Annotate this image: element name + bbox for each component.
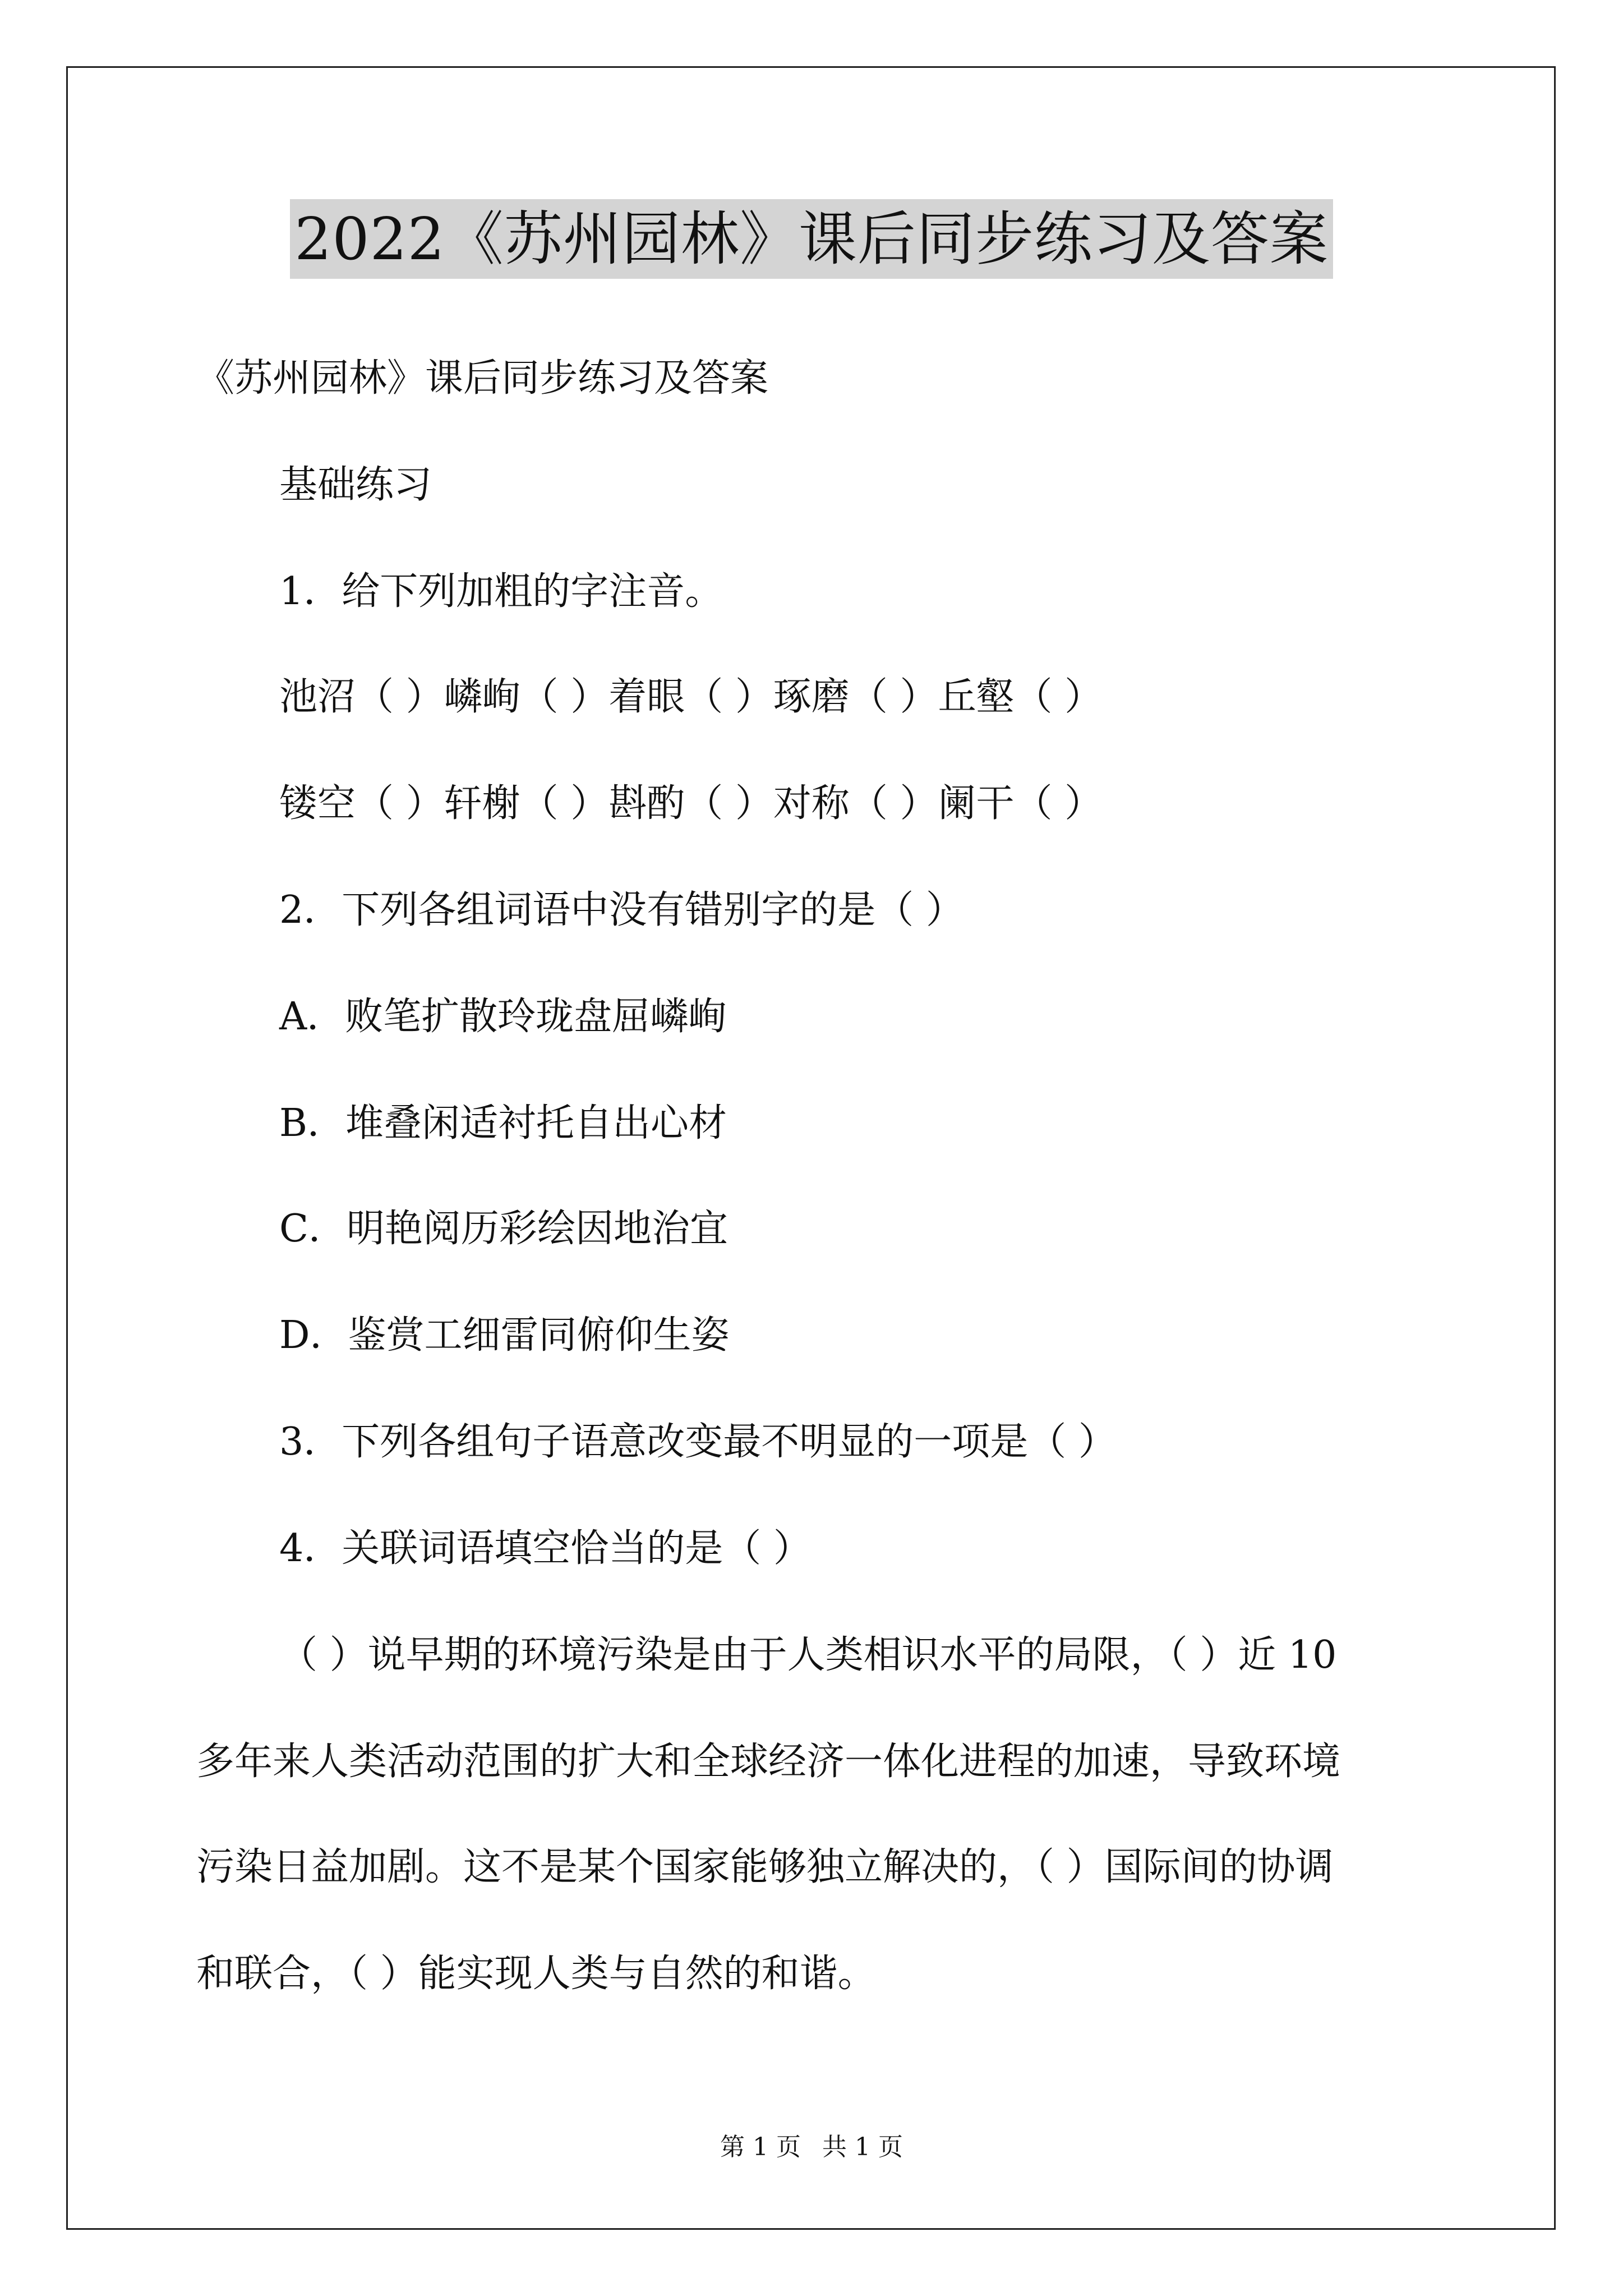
- question-4-stem: 4．关联词语填空恰当的是（ ）: [279, 1526, 811, 1571]
- question-1-row-1: 池沼（ ）嶙峋（ ）着眼（ ）琢磨（ ）丘壑（ ）: [279, 675, 1103, 719]
- question-2-option-c: C．明艳阅历彩绘因地治宜: [279, 1207, 728, 1251]
- question-2-option-a: A．败笔扩散玲珑盘屈嶙峋: [279, 995, 727, 1039]
- page-total: 共 1 页: [822, 2133, 903, 2161]
- subtitle: 《苏州园林》课后同步练习及答案: [196, 356, 769, 401]
- page-number: 第 1 页: [720, 2133, 801, 2161]
- section-heading: 基础练习: [279, 463, 432, 507]
- question-3-stem: 3．下列各组句子语意改变最不明显的一项是（ ）: [279, 1420, 1117, 1464]
- question-4-passage-line-1: （ ）说早期的环境污染是由于人类相识水平的局限，（ ）近 10: [279, 1633, 1337, 1677]
- question-2-option-b: B．堆叠闲适衬托自出心材: [279, 1101, 727, 1145]
- question-4-passage-line-3: 污染日益加剧。这不是某个国家能够独立解决的，（ ）国际间的协调: [196, 1845, 1334, 1889]
- document-title: 2022《苏州园林》课后同步练习及答案: [290, 199, 1333, 279]
- question-2-stem: 2．下列各组词语中没有错别字的是（ ）: [279, 888, 964, 932]
- question-4-passage-line-4: 和联合，（ ）能实现人类与自然的和谐。: [196, 1952, 876, 1996]
- question-1-stem: 1．给下列加粗的字注音。: [279, 569, 723, 614]
- title-container: [0, 199, 1623, 279]
- question-4-passage-line-2: 多年来人类活动范围的扩大和全球经济一体化进程的加速，导致环境: [196, 1740, 1341, 1784]
- page-footer: [0, 2131, 1623, 2164]
- question-1-row-2: 镂空（ ）轩榭（ ）斟酌（ ）对称（ ）阑干（ ）: [279, 781, 1103, 826]
- question-2-option-d: D．鉴赏工细雷同俯仰生姿: [279, 1313, 730, 1358]
